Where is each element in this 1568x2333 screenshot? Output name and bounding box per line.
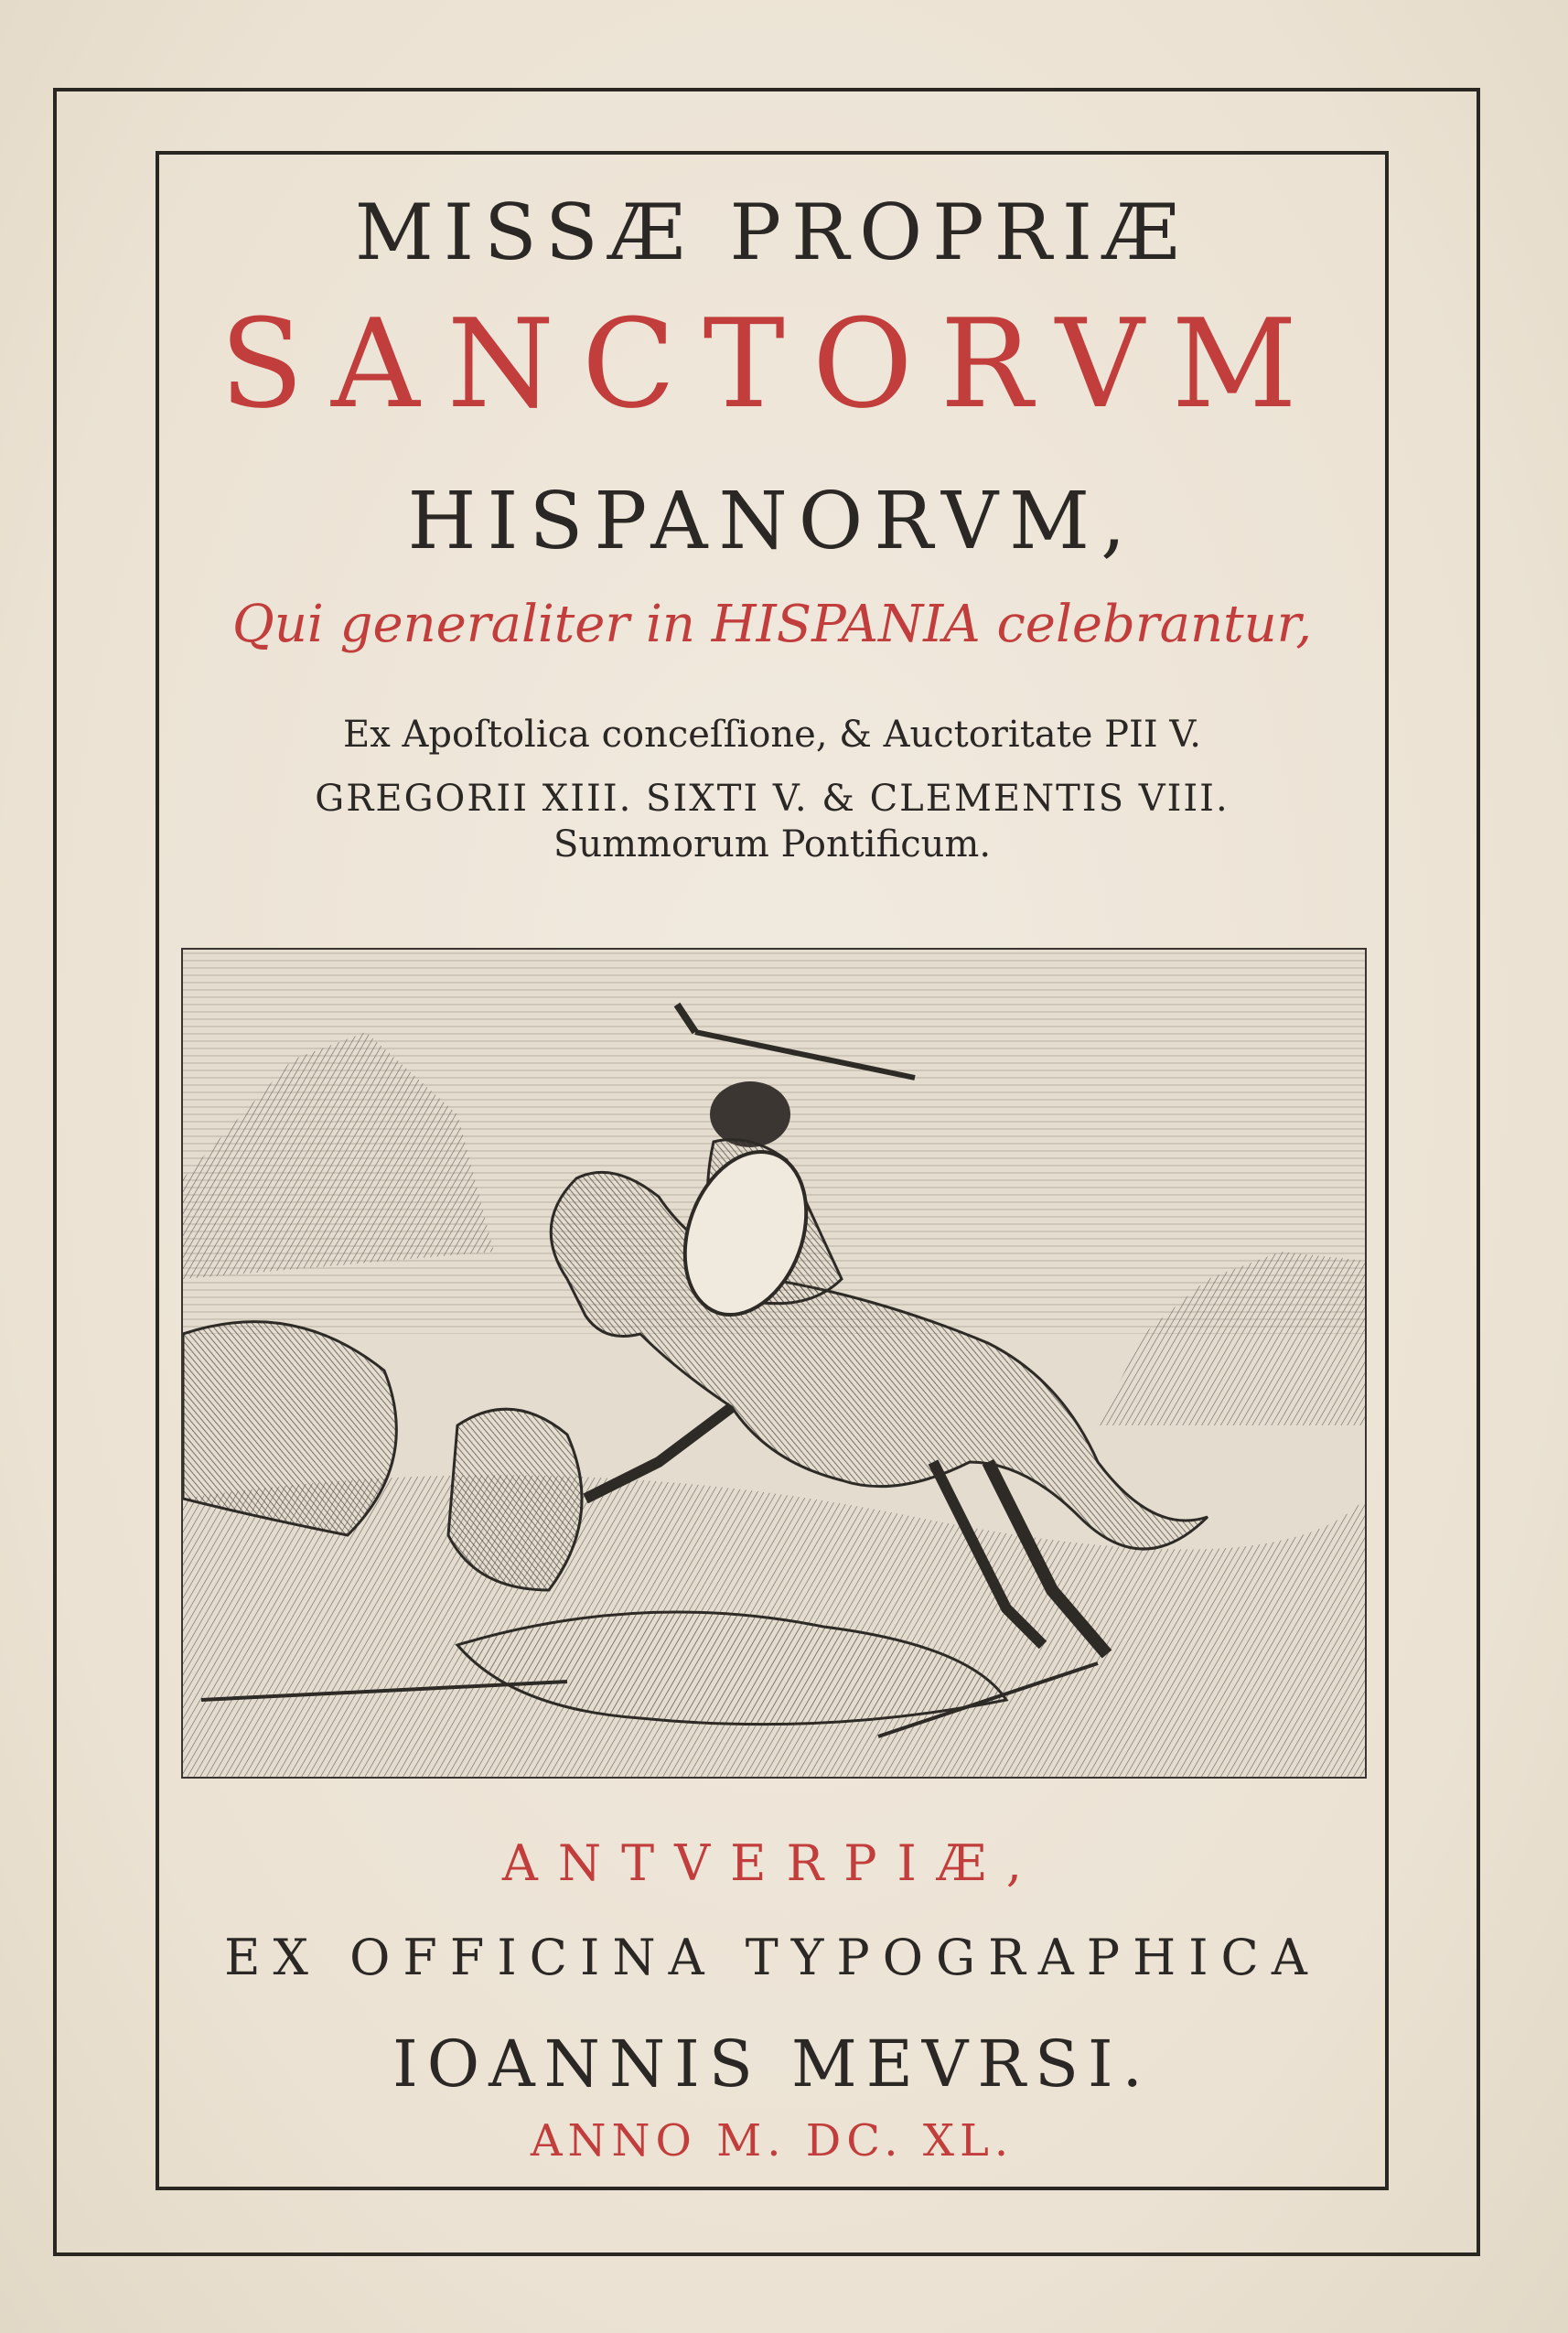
- authority-line-1: Ex Apoſtolica conceſſione, & Auctoritate PII V.: [343, 714, 1201, 756]
- inner-border-bottom: [156, 2187, 1389, 2190]
- subtitle-line: Qui generaliter in HISPANIA celebrantur,: [231, 595, 1313, 654]
- title-line-missae: MISSÆ PROPRIÆ: [354, 188, 1190, 277]
- engraving-battle-horseman-icon: [181, 948, 1367, 1779]
- authority-line-2: GREGORII XIII. SIXTI V. & CLEMENTIS VIII.: [315, 778, 1230, 820]
- outer-border-bottom: [53, 2252, 1480, 2256]
- authority-line-3: Summorum Pontificum.: [553, 823, 992, 865]
- outer-border-top: [53, 88, 1480, 91]
- inner-border-top: [156, 151, 1389, 155]
- imprint-city: ANTVERPIÆ,: [501, 1834, 1043, 1892]
- imprint-printer: IOANNIS MEVRSI.: [392, 2027, 1152, 2102]
- imprint-office: EX OFFICINA TYPOGRAPHICA: [224, 1929, 1320, 1986]
- imprint-year: ANNO M. DC. XL.: [530, 2115, 1015, 2166]
- inner-border-right: [1385, 151, 1389, 2190]
- title-line-hispanorum: HISPANORVM,: [407, 476, 1137, 567]
- outer-border-right: [1477, 88, 1480, 2256]
- title-line-sanctorum: SANCTORVM: [220, 293, 1325, 435]
- outer-border-left: [53, 88, 57, 2256]
